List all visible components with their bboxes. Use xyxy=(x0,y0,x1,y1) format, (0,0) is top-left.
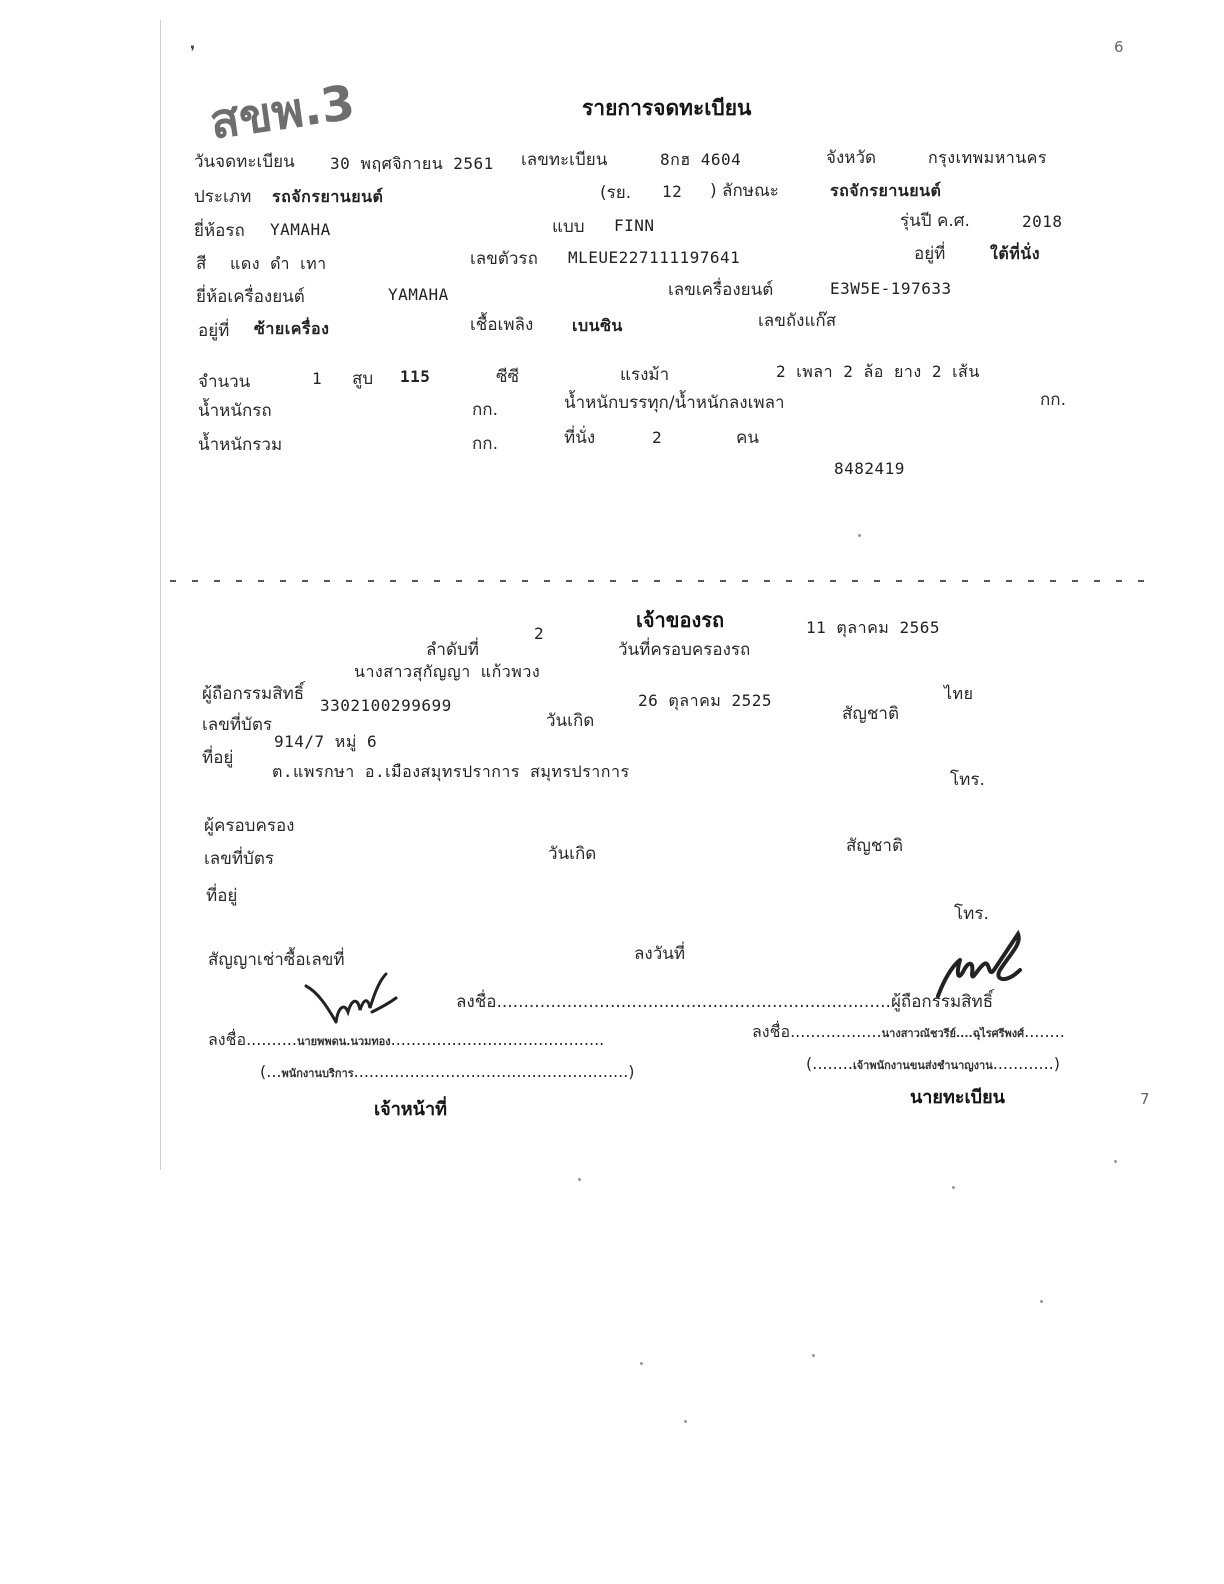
cc-label: ซีซี xyxy=(496,367,520,387)
possessor-nationality-label: สัญชาติ xyxy=(846,836,903,856)
engine-location-label: อยู่ที่ xyxy=(198,321,230,341)
cc-value: 115 xyxy=(400,367,431,386)
horsepower-label: แรงม้า xyxy=(620,365,670,385)
document-title: รายการจดทะเบียน xyxy=(582,96,752,120)
possessor-address-label: ที่อยู่ xyxy=(206,886,238,906)
holder-name: นางสาวสุกัญญา แก้วพวง xyxy=(354,662,541,681)
scan-speck xyxy=(684,1420,687,1423)
scan-speck xyxy=(1114,1160,1117,1163)
plate-label: เลขทะเบียน xyxy=(521,150,608,170)
officer-position: พนักงานบริการ xyxy=(281,1067,354,1080)
dob-label: วันเกิด xyxy=(546,711,595,731)
province-value: กรุงเทพมหานคร xyxy=(928,148,1047,167)
registrar-sign-tail: ........ xyxy=(1024,1022,1065,1041)
address-label: ที่อยู่ xyxy=(202,748,234,768)
holder-sign-line: ลงชื่อ.........................................................................ผู้ถือกรรมสิทธิ์ xyxy=(456,992,994,1012)
scan-speck xyxy=(578,1178,581,1181)
fuel-label: เชื้อเพลิง xyxy=(470,315,534,335)
dob-value: 26 ตุลาคม 2525 xyxy=(638,691,772,710)
brand-label: ยี่ห้อรถ xyxy=(194,221,245,241)
form-stamp: สขพ.3 xyxy=(206,74,359,151)
owner-heading: เจ้าของรถ xyxy=(636,608,725,632)
page-number-side: 7 xyxy=(1140,1090,1150,1108)
officer-sign-tail: .......................................... xyxy=(390,1030,605,1049)
sign-date-label: ลงวันที่ xyxy=(634,944,686,964)
serial-number: 8482419 xyxy=(834,459,905,478)
model-value: FINN xyxy=(614,216,655,235)
reg-date-label: วันจดทะเบียน xyxy=(194,152,295,172)
style-value: รถจักรยานยนต์ xyxy=(830,181,942,200)
fold-line xyxy=(170,580,1150,582)
sequence-value: 2 xyxy=(534,624,545,643)
axle-text: 2 เพลา 2 ล้อ ยาง 2 เส้น xyxy=(776,362,980,381)
officer-sign-line xyxy=(208,1028,604,1053)
scan-speck xyxy=(640,1362,643,1365)
chassis-location-label: อยู่ที่ xyxy=(914,244,946,264)
chassis-value: MLEUE227111197641 xyxy=(568,248,741,267)
officer-paren-close: ......................................................) xyxy=(353,1062,635,1081)
weight-label: น้ำหนักรถ xyxy=(198,401,272,421)
engine-location-value: ซ้ายเครื่อง xyxy=(254,319,330,338)
possessor-id-label: เลขที่บัตร xyxy=(204,849,275,869)
reg-date-value: 30 พฤศจิกายน 2561 xyxy=(330,154,494,173)
ry-open: (รย. xyxy=(600,183,632,203)
officer-role: เจ้าหน้าที่ xyxy=(374,1099,447,1120)
registrar-position: เจ้าพนักงานขนส่งชำนาญงาน xyxy=(852,1059,993,1072)
persons-label: คน xyxy=(736,428,759,448)
registrar-paren-open: (........ xyxy=(806,1054,853,1073)
seats-label: ที่นั่ง xyxy=(564,428,596,448)
id-value: 3302100299699 xyxy=(320,696,452,715)
engine-brand-value: YAMAHA xyxy=(388,285,449,304)
scan-speck xyxy=(812,1354,815,1357)
ry-value: 12 xyxy=(662,182,683,201)
address-line1: 914/7 หมู่ 6 xyxy=(274,732,378,751)
officer-sign-prefix: ลงชื่อ.......... xyxy=(208,1030,297,1049)
weight-unit: กก. xyxy=(472,400,498,420)
province-label: จังหวัด xyxy=(826,148,877,168)
style-label: ) ลักษณะ xyxy=(710,181,779,201)
type-label: ประเภท xyxy=(194,187,252,207)
model-label: แบบ xyxy=(552,217,585,237)
holder-label: ผู้ถือกรรมสิทธิ์ xyxy=(202,684,305,704)
total-weight-unit: กก. xyxy=(472,434,498,454)
load-label: น้ำหนักบรรทุก/น้ำหนักลงเพลา xyxy=(564,393,785,413)
load-unit: กก. xyxy=(1040,390,1066,410)
fuel-value: เบนซิน xyxy=(572,316,623,335)
type-value: รถจักรยานยนต์ xyxy=(272,187,384,206)
registrar-sign-prefix: ลงชื่อ.................. xyxy=(752,1022,882,1041)
color-value: แดง ดำ เทา xyxy=(230,254,327,273)
registrar-position-line xyxy=(806,1054,1060,1074)
registrar-name: นางสาวณัชวรีย์....ฉุไรศรีพงศ์ xyxy=(881,1027,1025,1040)
page-number-top: 6 xyxy=(1114,38,1124,56)
count-label: จำนวน xyxy=(198,372,251,392)
possession-date-label: วันที่ครอบครองรถ xyxy=(618,640,751,660)
registrar-paren-close: ............) xyxy=(992,1054,1061,1073)
tel-label: โทร. xyxy=(950,770,985,790)
registrar-role: นายทะเบียน xyxy=(910,1087,1005,1108)
officer-position-line xyxy=(260,1062,635,1082)
scan-speck xyxy=(1040,1300,1043,1303)
scan-speck xyxy=(858,534,861,537)
sequence-label: ลำดับที่ xyxy=(426,640,480,660)
engine-no-value: E3W5E-197633 xyxy=(830,279,952,298)
engine-no-label: เลขเครื่องยนต์ xyxy=(668,280,774,300)
year-label: รุ่นปี ค.ศ. xyxy=(900,211,970,231)
total-weight-label: น้ำหนักรวม xyxy=(198,435,283,455)
officer-signature-icon xyxy=(302,968,402,1028)
brand-value: YAMAHA xyxy=(270,220,331,239)
possessor-label: ผู้ครอบครอง xyxy=(204,816,295,836)
lease-label: สัญญาเช่าซื้อเลขที่ xyxy=(208,950,345,970)
scan-speck xyxy=(952,1186,955,1189)
registrar-sign-line xyxy=(752,1020,1065,1045)
nationality-value: ไทย xyxy=(944,684,974,703)
address-line2: ต.แพรกษา อ.เมืองสมุทรปราการ สมุทรปราการ xyxy=(272,762,630,781)
possession-date: 11 ตุลาคม 2565 xyxy=(806,618,940,637)
officer-name: นายพพดน.นวมทอง xyxy=(296,1035,391,1048)
gas-tank-label: เลขถังแก๊ส xyxy=(758,311,837,331)
chassis-label: เลขตัวรถ xyxy=(470,249,538,269)
seats-value: 2 xyxy=(652,428,663,447)
id-label: เลขที่บัตร xyxy=(202,715,273,735)
nationality-label: สัญชาติ xyxy=(842,704,899,724)
plate-value: 8กฮ 4604 xyxy=(660,150,742,169)
engine-brand-label: ยี่ห้อเครื่องยนต์ xyxy=(196,287,305,307)
officer-paren-open: (... xyxy=(260,1062,282,1081)
cylinder-label: สูบ xyxy=(352,369,374,389)
count-value: 1 xyxy=(312,369,323,388)
possessor-tel-label: โทร. xyxy=(954,904,989,924)
color-label: สี xyxy=(196,254,207,274)
possessor-dob-label: วันเกิด xyxy=(548,844,597,864)
scan-edge xyxy=(160,20,161,1170)
corner-mark-icon: ❜ xyxy=(190,42,196,61)
chassis-location-value: ใต้ที่นั่ง xyxy=(990,244,1040,263)
year-value: 2018 xyxy=(1022,212,1063,231)
